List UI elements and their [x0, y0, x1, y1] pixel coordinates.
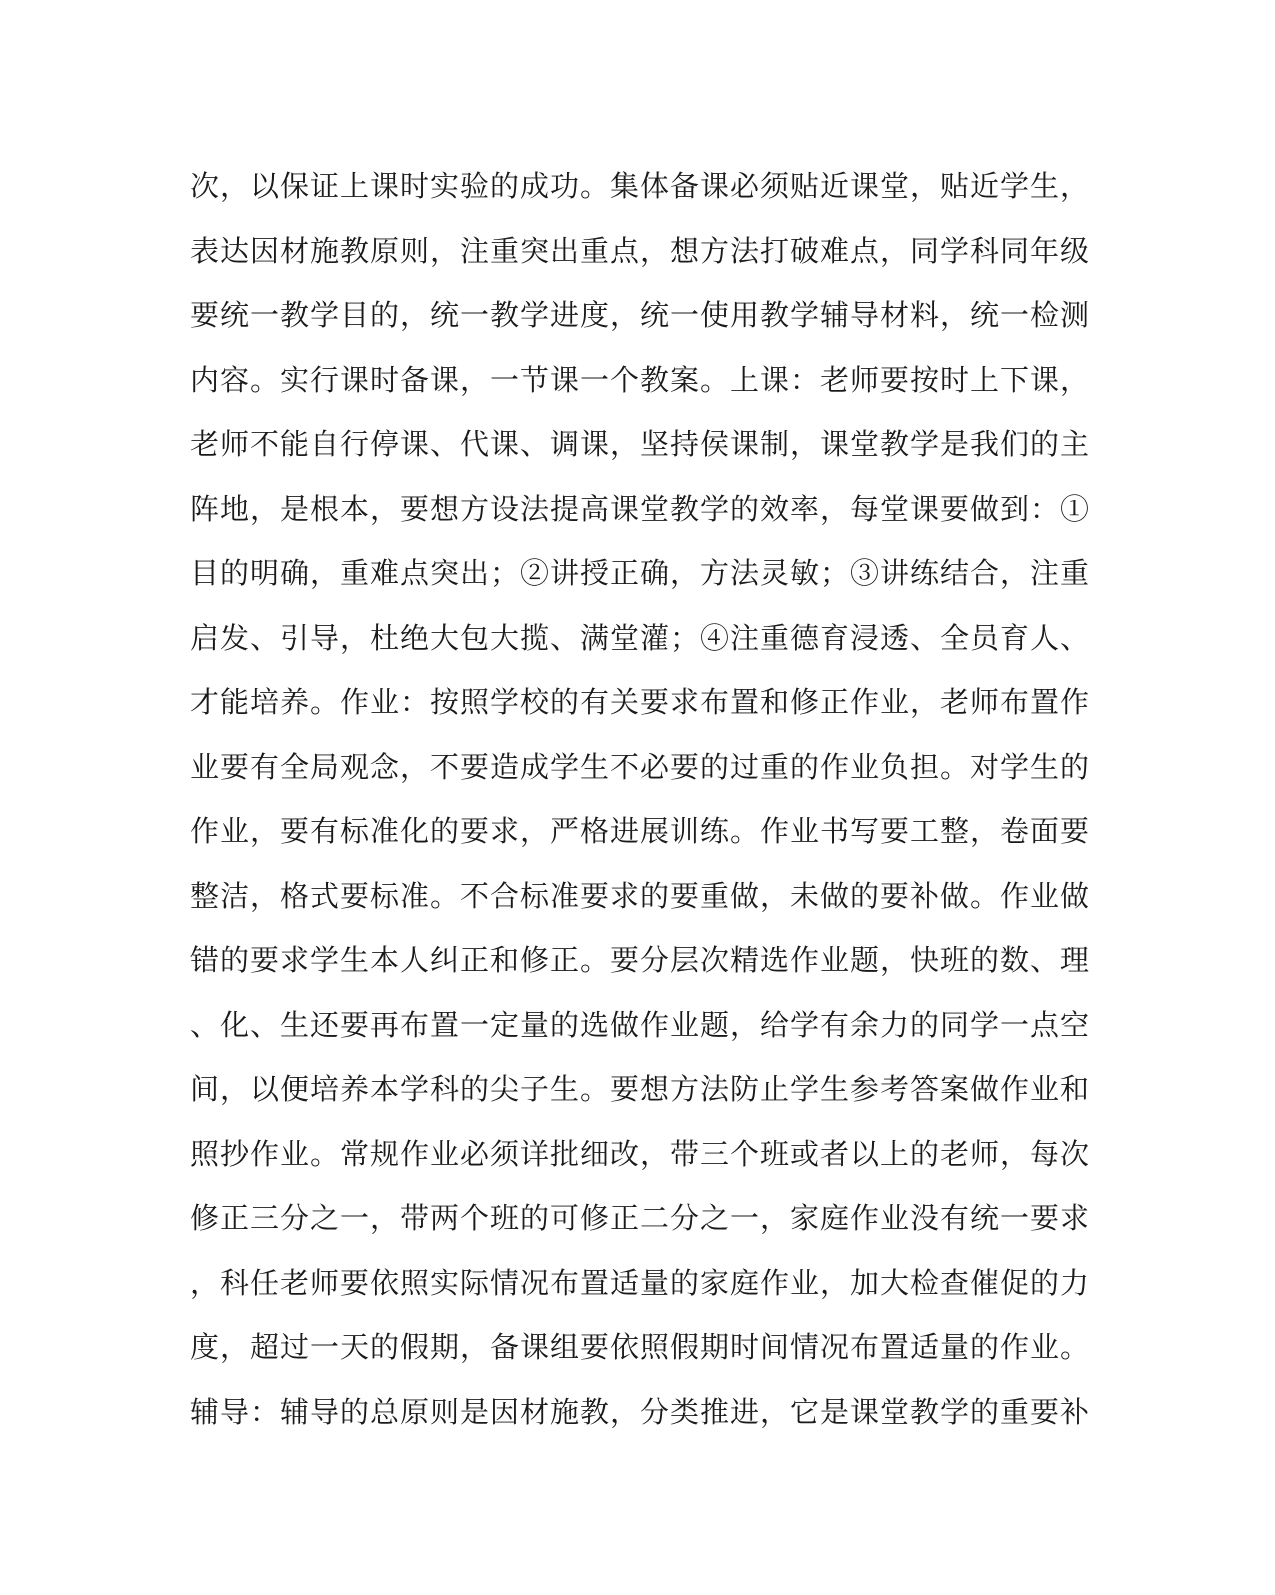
- text-line: 作业，要有标准化的要求，严格进展训练。作业书写要工整，卷面要: [190, 814, 1091, 848]
- text-line: 启发、引导，杜绝大包大揽、满堂灌；④注重德育浸透、全员育人、: [190, 620, 1091, 655]
- text-line: 老师不能自行停课、代课、调课，坚持侯课制，课堂教学是我们的主: [190, 427, 1091, 461]
- text-line: 修正三分之一，带两个班的可修正二分之一，家庭作业没有统一要求: [190, 1201, 1091, 1235]
- text-line: 辅导：辅导的总原则是因材施教，分类推进，它是课堂教学的重要补: [190, 1394, 1091, 1429]
- text-line: 业要有全局观念，不要造成学生不必要的过重的作业负担。对学生的: [190, 749, 1091, 784]
- text-line: 阵地，是根本，要想方设法提高课堂教学的效率，每堂课要做到：①: [190, 491, 1091, 526]
- text-line: 次，以保证上课时实验的成功。集体备课必须贴近课堂，贴近学生，: [190, 169, 1091, 203]
- text-line: 内容。实行课时备课，一节课一个教案。上课：老师要按时上下课，: [190, 362, 1091, 397]
- text-line: 目的明确，重难点突出；②讲授正确，方法灵敏；③讲练结合，注重: [190, 556, 1091, 590]
- text-line: 度，超过一天的假期，备课组要依照假期时间情况布置适量的作业。: [190, 1330, 1091, 1364]
- text-line: 、化、生还要再布置一定量的选做作业题，给学有余力的同学一点空: [190, 1007, 1091, 1042]
- text-line: ，科任老师要依照实际情况布置适量的家庭作业，加大检查催促的力: [190, 1265, 1091, 1300]
- text-line: 要统一教学目的，统一教学进度，统一使用教学辅导材料，统一检测: [190, 298, 1091, 332]
- text-line: 表达因材施教原则，注重突出重点，想方法打破难点，同学科同年级: [190, 233, 1091, 268]
- text-line: 照抄作业。常规作业必须详批细改，带三个班或者以上的老师，每次: [190, 1136, 1091, 1171]
- text-line: 整洁，格式要标准。不合标准要求的要重做，未做的要补做。作业做: [190, 878, 1091, 913]
- body-text: [190, 154, 1090, 1444]
- text-line: 才能培养。作业：按照学校的有关要求布置和修正作业，老师布置作: [190, 685, 1091, 719]
- text-line: 间，以便培养本学科的尖子生。要想方法防止学生参考答案做作业和: [190, 1072, 1091, 1106]
- text-line: 错的要求学生本人纠正和修正。要分层次精选作业题，快班的数、理: [190, 943, 1091, 977]
